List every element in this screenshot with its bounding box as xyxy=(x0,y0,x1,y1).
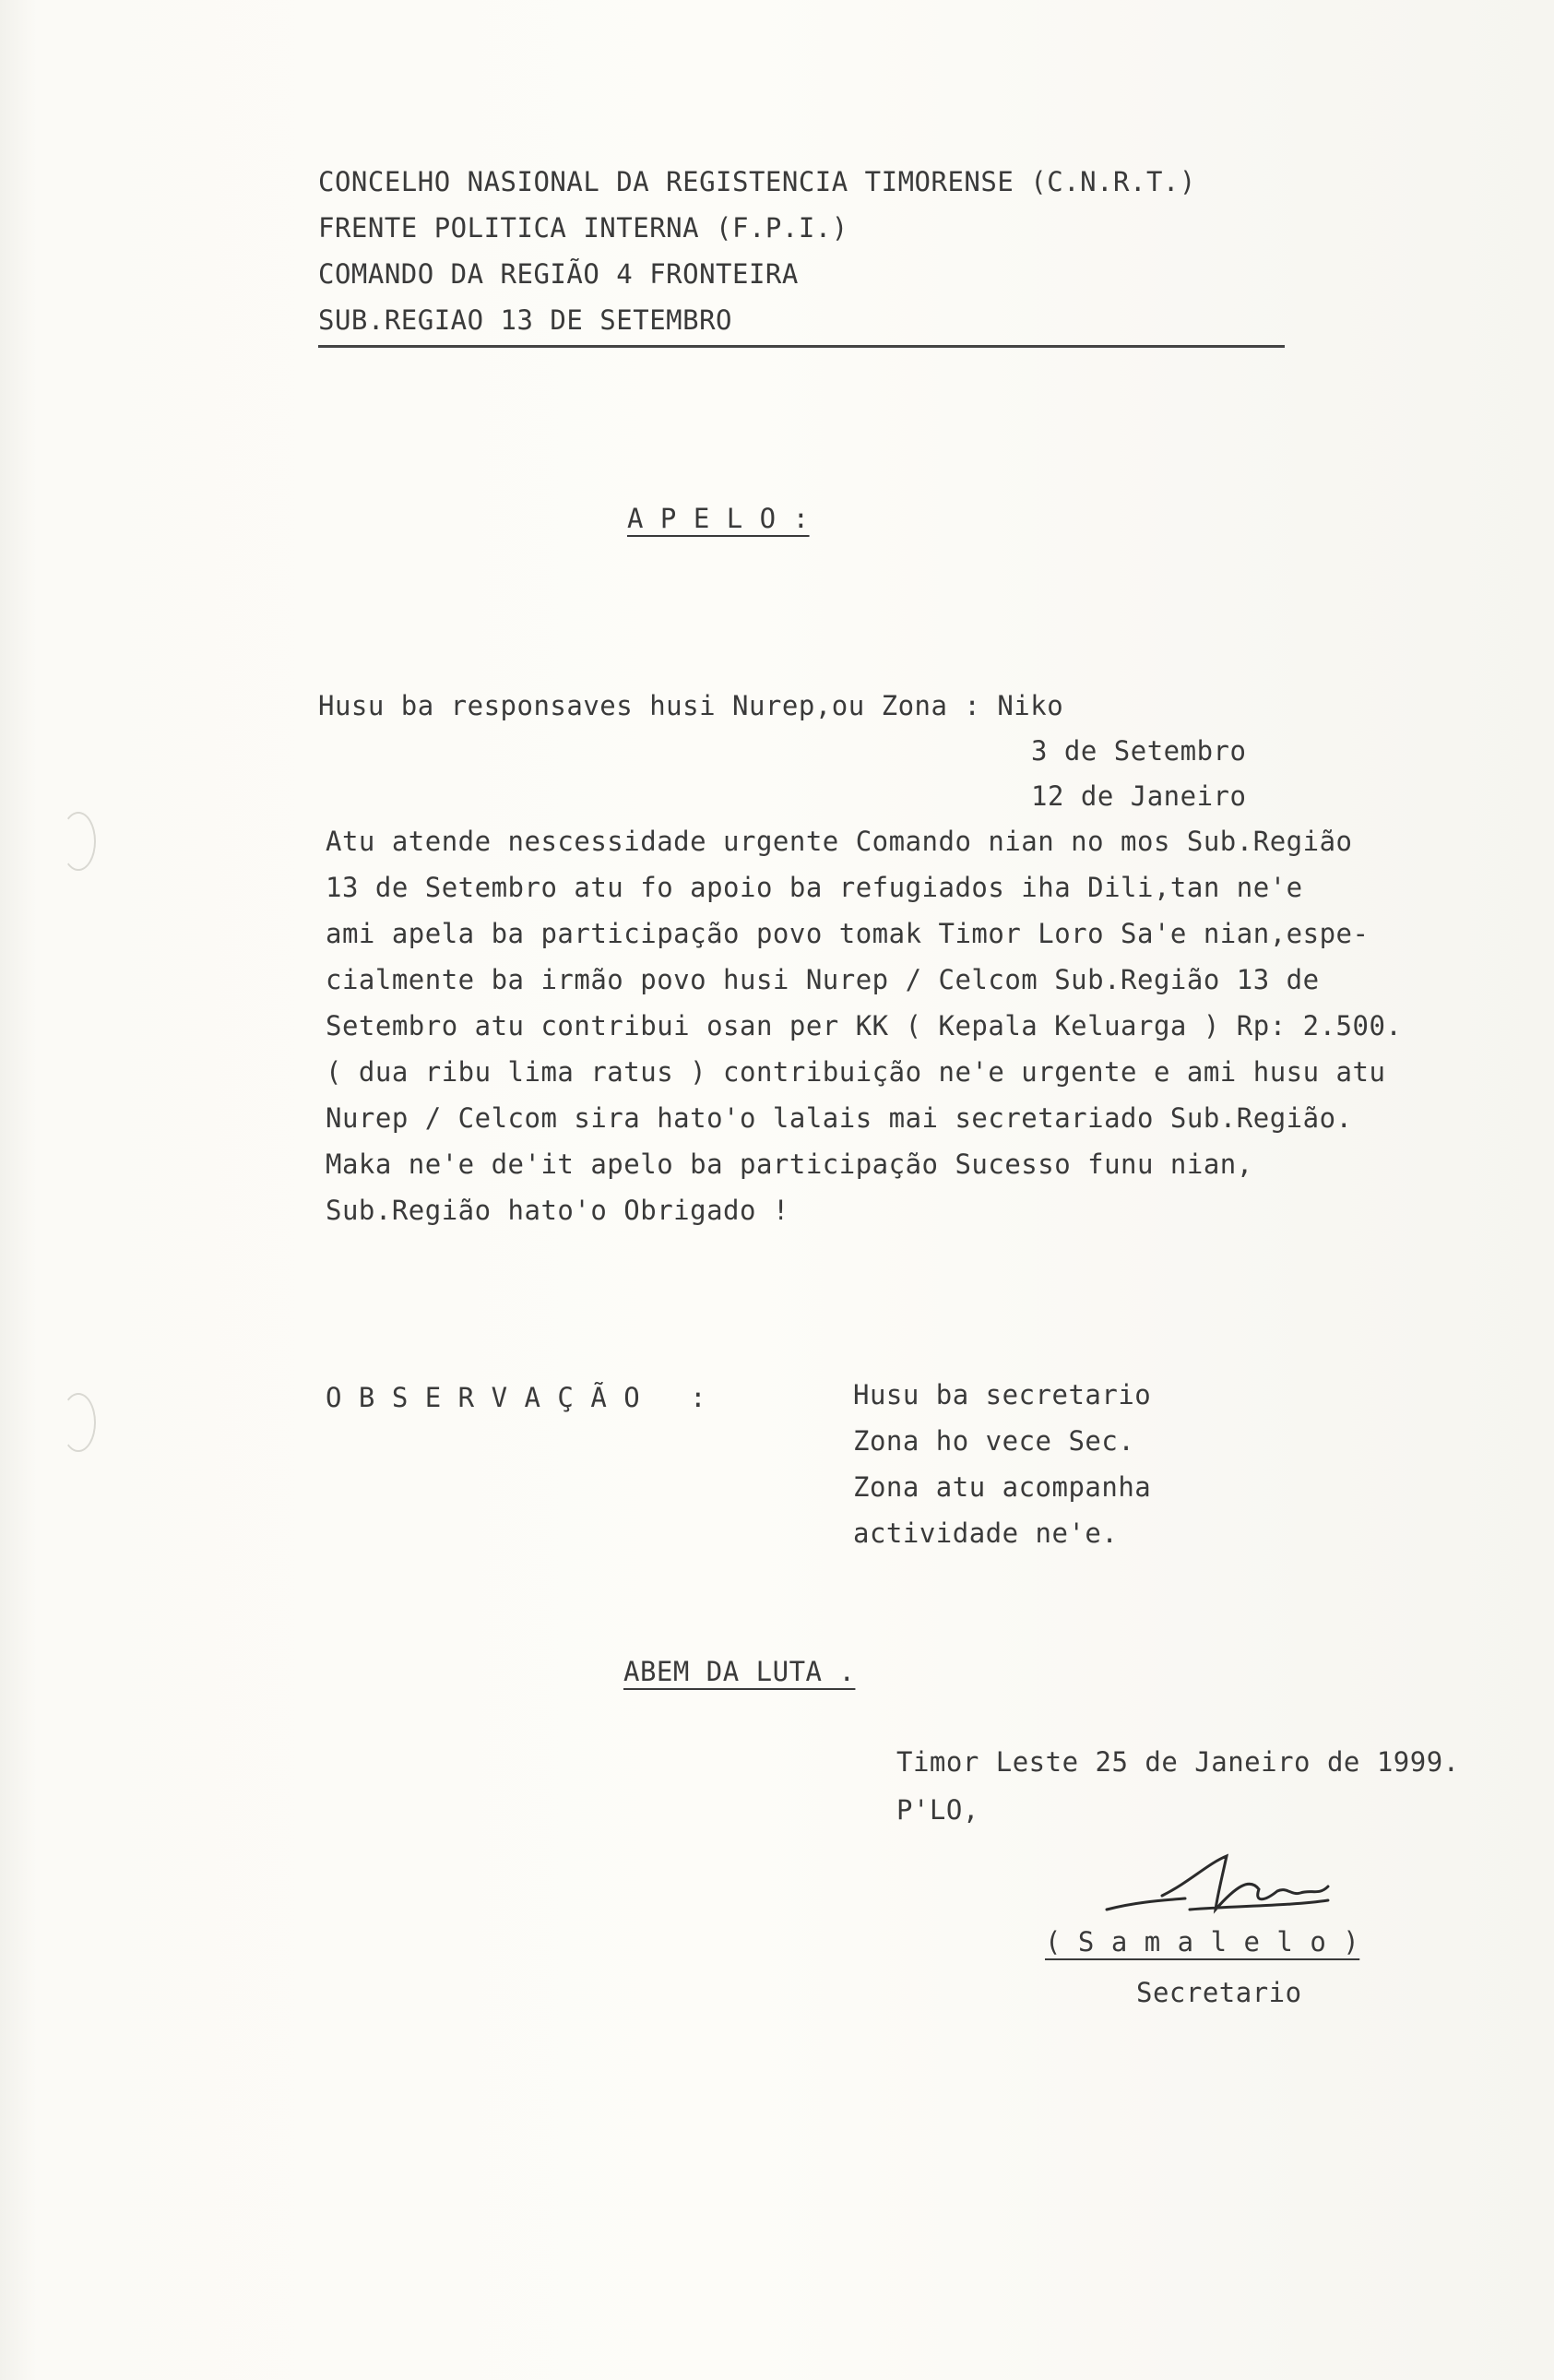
punch-hole xyxy=(61,1393,96,1452)
header-line-3: COMANDO DA REGIÃO 4 FRONTEIRA xyxy=(318,258,799,290)
plo-label: P'LO, xyxy=(896,1794,979,1826)
header-line-1: CONCELHO NASIONAL DA REGISTENCIA TIMORENSE (C.N.R.T.) xyxy=(318,166,1196,197)
body-line: Atu atende nescessidade urgente Comando nian no mos Sub.Região xyxy=(326,826,1353,857)
signatory-role: Secretario xyxy=(1136,1977,1302,2008)
header-line-4: SUB.REGIAO 13 DE SETEMBRO xyxy=(318,304,732,336)
body-line: ( dua ribu lima ratus ) contribuição ne'e urgente e ami husu atu xyxy=(326,1056,1386,1088)
observacao-line: Husu ba secretario xyxy=(853,1379,1152,1410)
signatory-name xyxy=(1045,1926,1359,1958)
body-line: cialmente ba irmão povo husi Nurep / Celcom Sub.Região 13 de xyxy=(326,964,1320,995)
document-title: A P E L O : xyxy=(627,503,810,534)
addressee-line-1: Husu ba responsaves husi Nurep,ou Zona : Niko xyxy=(318,690,1064,721)
body-line: Maka ne'e de'it apelo ba participação Sucesso funu nian, xyxy=(326,1148,1253,1180)
header-line-2: FRENTE POLITICA INTERNA (F.P.I.) xyxy=(318,212,848,244)
observacao-line: Zona ho vece Sec. xyxy=(853,1425,1135,1457)
header-rule xyxy=(318,345,1285,348)
body-line: 13 de Setembro atu fo apoio ba refugiados iha Dili,tan ne'e xyxy=(326,872,1303,903)
body-line: ami apela ba participação povo tomak Timor Loro Sa'e nian,espe- xyxy=(326,918,1370,949)
body-line: Setembro atu contribui osan per KK ( Kepala Keluarga ) Rp: 2.500. xyxy=(326,1010,1403,1041)
body-line: Nurep / Celcom sira hato'o lalais mai secretariado Sub.Região. xyxy=(326,1102,1353,1134)
observacao-label: O B S E R V A Ç Ã O : xyxy=(326,1382,707,1413)
closing-text: ABEM DA LUTA . xyxy=(623,1656,856,1687)
place-date: Timor Leste 25 de Janeiro de 1999. xyxy=(896,1746,1460,1778)
handwritten-signature xyxy=(1097,1845,1337,1937)
addressee-line-3: 12 de Janeiro xyxy=(1031,780,1247,812)
signatory-name-text: ( S a m a l e l o ) xyxy=(1045,1926,1360,1958)
observacao-line: Zona atu acompanha xyxy=(853,1471,1152,1503)
punch-hole xyxy=(61,812,96,871)
body-line: Sub.Região hato'o Obrigado ! xyxy=(326,1195,789,1226)
closing-slogan xyxy=(623,1656,855,1687)
addressee-line-2: 3 de Setembro xyxy=(1031,735,1247,767)
observacao-line: actividade ne'e. xyxy=(853,1517,1119,1549)
